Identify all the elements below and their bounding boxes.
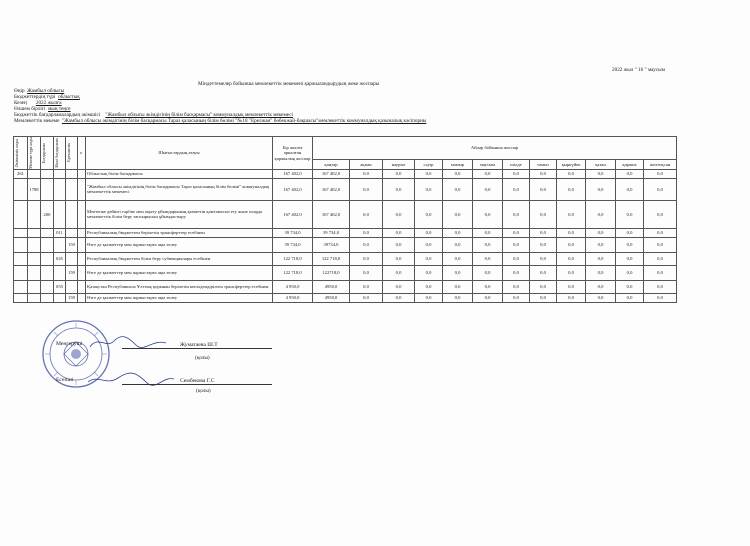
expense-name-cell: Қазақстан Республикасы Ұлттық қорынан берілетін кепілдендірілген трансферттер есебінен xyxy=(86,280,273,293)
month-value-cell: 0,0 xyxy=(557,280,586,293)
code-cell: 055 xyxy=(54,280,66,293)
expense-name-cell: Облыстық білім басқармасы xyxy=(86,169,273,178)
code-cell: 261 xyxy=(14,169,28,178)
annual-plan-cell: 4 950,0 xyxy=(273,280,313,293)
month-value-cell: 0,0 xyxy=(383,293,415,302)
month-value-cell: 0,0 xyxy=(586,265,616,280)
month-value-cell: 0,0 xyxy=(350,252,383,265)
month-value-cell: 0,0 xyxy=(443,228,473,237)
month-value-cell: 0,0 xyxy=(616,178,644,200)
col-institution-type: Мекеме түрі коды xyxy=(28,137,41,170)
month-value-cell: 0,0 xyxy=(530,178,557,200)
code-cell xyxy=(41,265,54,280)
month-value-cell: 0,0 xyxy=(383,265,415,280)
expense-name-cell: Республикалық бюджеттен берілетін трансферттер есебінен xyxy=(86,228,273,237)
code-cell xyxy=(14,178,28,200)
month-value-cell: 122718,0 xyxy=(313,265,350,280)
expense-name-cell: Өзге де қызметтер мен жұмыстарға ақы төлеу xyxy=(86,237,273,252)
month-value-cell: 0,0 xyxy=(503,169,530,178)
col-program: Бағдарлама xyxy=(41,137,54,170)
month-header: қараша xyxy=(616,159,644,169)
month-value-cell: 0,0 xyxy=(616,237,644,252)
code-cell xyxy=(28,200,41,228)
code-cell xyxy=(54,293,66,302)
annual-plan-cell: 122 718,0 xyxy=(273,265,313,280)
expense-name-cell: Мектепке дейінгі тәрбие мен оқыту ұйымдарының қызметін қамтамасыз ету және оларда мемлекеттік білім беру тапсырысын ұйымдастыру xyxy=(86,200,273,228)
expense-name-cell: "Жамбыл облысы әкімдігінің білім басқармасы Тараз қаласының білім бөлімі" коммуналдық мемлекеттік мекемесі xyxy=(86,178,273,200)
signature-role-accountant: Есепші xyxy=(56,377,74,383)
month-value-cell: 167 402,0 xyxy=(313,169,350,178)
meta-block xyxy=(14,88,426,124)
code-cell: 1788 xyxy=(28,178,41,200)
code-cell xyxy=(41,169,54,178)
annual-plan-cell: 167 402,0 xyxy=(273,169,313,178)
month-value-cell: 0,0 xyxy=(586,237,616,252)
month-value-cell: 0,0 xyxy=(557,293,586,302)
table-row xyxy=(14,237,677,252)
financing-plan-table xyxy=(13,136,677,303)
month-header: шілде xyxy=(503,159,530,169)
p-cell xyxy=(78,228,86,237)
month-value-cell: 0,0 xyxy=(383,252,415,265)
annual-plan-cell: 167 402,0 xyxy=(273,200,313,228)
code-cell xyxy=(66,252,78,265)
meta-administrator: Бюджеттік бағдарламалардың әкімшісі "Жамбыл облысы әкімдігінің білім басқармасы" коммуналдық мемлекеттік мекемесі xyxy=(14,112,293,118)
month-value-cell: 0,0 xyxy=(644,237,677,252)
month-value-cell: 0,0 xyxy=(350,265,383,280)
month-value-cell: 0,0 xyxy=(415,178,443,200)
p-cell xyxy=(78,252,86,265)
code-cell xyxy=(66,200,78,228)
code-cell xyxy=(14,200,28,228)
code-cell: 011 xyxy=(54,228,66,237)
month-header: тамыз xyxy=(530,159,557,169)
month-value-cell: 0,0 xyxy=(443,265,473,280)
month-value-cell: 0,0 xyxy=(530,237,557,252)
month-value-cell: 0,0 xyxy=(350,178,383,200)
month-value-cell: 167 402,0 xyxy=(313,178,350,200)
signature-accountant xyxy=(86,370,176,388)
month-header: қыркүйек xyxy=(557,159,586,169)
annual-plan-cell: 39 734,0 xyxy=(273,237,313,252)
month-value-cell: 0,0 xyxy=(503,265,530,280)
month-header: желтоқсан xyxy=(644,159,677,169)
p-cell xyxy=(78,169,86,178)
code-cell xyxy=(41,178,54,200)
month-value-cell: 0,0 xyxy=(473,280,503,293)
code-cell: 159 xyxy=(66,293,78,302)
month-value-cell: 0,0 xyxy=(350,237,383,252)
code-cell xyxy=(14,237,28,252)
month-value-cell: 0,0 xyxy=(350,200,383,228)
month-value-cell: 39734,0 xyxy=(313,237,350,252)
month-value-cell: 0,0 xyxy=(415,265,443,280)
month-value-cell: 0,0 xyxy=(415,228,443,237)
month-value-cell: 0,0 xyxy=(473,178,503,200)
expense-name-cell: Өзге де қызметтер мен жұмыстарға ақы төлеу xyxy=(86,293,273,302)
month-value-cell: 0,0 xyxy=(350,280,383,293)
month-value-cell: 0,0 xyxy=(443,252,473,265)
col-specific: Ерекшелік xyxy=(66,137,78,170)
month-value-cell: 0,0 xyxy=(616,265,644,280)
col-expense-name: Шығыстардың атауы xyxy=(86,137,273,170)
code-cell xyxy=(41,293,54,302)
code-cell xyxy=(28,252,41,265)
month-value-cell: 0,0 xyxy=(557,200,586,228)
month-value-cell: 0,0 xyxy=(383,178,415,200)
month-value-cell: 0,0 xyxy=(473,228,503,237)
month-value-cell: 0,0 xyxy=(616,293,644,302)
month-value-cell: 0,0 xyxy=(443,237,473,252)
month-value-cell: 0,0 xyxy=(415,252,443,265)
month-value-cell: 0,0 xyxy=(473,293,503,302)
month-value-cell: 0,0 xyxy=(415,237,443,252)
month-value-cell: 0,0 xyxy=(443,178,473,200)
month-value-cell: 0,0 xyxy=(503,178,530,200)
code-cell xyxy=(41,280,54,293)
meta-period: Кезең 2022 жылға xyxy=(14,100,62,106)
month-value-cell: 0,0 xyxy=(503,200,530,228)
month-value-cell: 0,0 xyxy=(415,280,443,293)
signature-caption-accountant: (қолы) xyxy=(196,388,211,394)
code-cell xyxy=(28,237,41,252)
table-row xyxy=(14,178,677,200)
code-cell xyxy=(54,169,66,178)
table-row xyxy=(14,169,677,178)
code-cell xyxy=(54,200,66,228)
month-value-cell: 0,0 xyxy=(644,169,677,178)
month-value-cell: 0,0 xyxy=(443,200,473,228)
month-value-cell: 0,0 xyxy=(616,228,644,237)
month-header: мамыр xyxy=(443,159,473,169)
signature-name-accountant: Сембекова Г.С xyxy=(180,378,215,384)
month-value-cell: 4950,0 xyxy=(313,280,350,293)
code-cell xyxy=(14,228,28,237)
annual-plan-cell: 4 950,0 xyxy=(273,293,313,302)
month-value-cell: 0,0 xyxy=(530,228,557,237)
month-value-cell: 0,0 xyxy=(586,252,616,265)
month-header: ақпан xyxy=(350,159,383,169)
month-value-cell: 0,0 xyxy=(473,252,503,265)
code-cell xyxy=(66,280,78,293)
month-value-cell: 0,0 xyxy=(443,280,473,293)
code-cell xyxy=(41,252,54,265)
col-annual-plan: Бір жылға арналған қаржылық жоспар xyxy=(273,137,313,170)
month-value-cell: 0,0 xyxy=(557,237,586,252)
signature-line-head xyxy=(122,348,272,349)
month-value-cell: 0,0 xyxy=(644,200,677,228)
code-cell xyxy=(28,280,41,293)
document-date: 2022 жыл " 16 " маусым xyxy=(612,67,665,73)
month-value-cell: 0,0 xyxy=(557,265,586,280)
signature-line-accountant xyxy=(122,384,272,385)
month-value-cell: 0,0 xyxy=(586,293,616,302)
code-cell xyxy=(66,228,78,237)
month-value-cell: 0,0 xyxy=(644,293,677,302)
month-value-cell: 0,0 xyxy=(557,252,586,265)
expense-name-cell: Республикалық бюджеттен білім беру субвенциялары есебінен xyxy=(86,252,273,265)
month-value-cell: 0,0 xyxy=(473,265,503,280)
month-value-cell: 0,0 xyxy=(383,200,415,228)
meta-budget-type: Бюджеттердің түрі облыстық xyxy=(14,94,80,100)
month-value-cell: 0,0 xyxy=(503,228,530,237)
code-cell xyxy=(41,228,54,237)
annual-plan-cell: 122 718,0 xyxy=(273,252,313,265)
month-value-cell: 0,0 xyxy=(415,293,443,302)
month-value-cell: 0,0 xyxy=(644,228,677,237)
month-value-cell: 122 718,0 xyxy=(313,252,350,265)
code-cell xyxy=(54,178,66,200)
p-cell xyxy=(78,293,86,302)
meta-region: Өңір Жамбыл облысы xyxy=(14,88,65,94)
code-cell xyxy=(28,265,41,280)
code-cell: 159 xyxy=(66,265,78,280)
col-subprogram: Кіші бағдарлама xyxy=(54,137,66,170)
meta-institution: Мемлекеттік мекеме "Жамбыл облысы әкімдігінің білім басқармасы Тараз қаласының білім бөлімі "№18 "Ерелжан" бөбекжай-бақшасы"мемлекеттік коммуналдық қазыналық кәсіпорны xyxy=(14,118,427,124)
month-value-cell: 0,0 xyxy=(443,293,473,302)
expense-name-cell: Өзге де қызметтер мен жұмыстарға ақы төлеу xyxy=(86,265,273,280)
code-cell xyxy=(28,293,41,302)
code-cell xyxy=(28,169,41,178)
code-cell xyxy=(28,228,41,237)
month-value-cell: 39 734,0 xyxy=(313,228,350,237)
code-cell xyxy=(54,237,66,252)
month-value-cell: 0,0 xyxy=(530,293,557,302)
table-row xyxy=(14,200,677,228)
month-value-cell: 0,0 xyxy=(530,280,557,293)
month-header: сәуір xyxy=(415,159,443,169)
month-value-cell: 0,0 xyxy=(530,200,557,228)
document-title: Міндеттемелер бойынша мемлекеттік мекемені қаржыландырудың жеке жоспары xyxy=(198,81,380,87)
code-cell xyxy=(14,252,28,265)
month-value-cell: 0,0 xyxy=(616,169,644,178)
month-value-cell: 0,0 xyxy=(557,178,586,200)
table-row xyxy=(14,252,677,265)
month-value-cell: 0,0 xyxy=(530,265,557,280)
month-value-cell: 0,0 xyxy=(644,265,677,280)
month-value-cell: 0,0 xyxy=(443,169,473,178)
month-value-cell: 0,0 xyxy=(473,237,503,252)
month-value-cell: 0,0 xyxy=(350,228,383,237)
month-value-cell: 0,0 xyxy=(415,200,443,228)
month-value-cell: 4950,0 xyxy=(313,293,350,302)
month-value-cell: 0,0 xyxy=(586,200,616,228)
month-value-cell: 0,0 xyxy=(644,252,677,265)
month-value-cell: 0,0 xyxy=(350,169,383,178)
code-cell: 200 xyxy=(41,200,54,228)
meta-unit: Өлшем бірлігі мың теңге xyxy=(14,106,71,112)
code-cell xyxy=(66,169,78,178)
code-cell xyxy=(14,280,28,293)
annual-plan-cell: 39 734,0 xyxy=(273,228,313,237)
code-cell xyxy=(41,237,54,252)
code-cell: 045 xyxy=(54,252,66,265)
month-value-cell: 0,0 xyxy=(383,228,415,237)
month-value-cell: 0,0 xyxy=(616,280,644,293)
month-value-cell: 0,0 xyxy=(616,200,644,228)
table-row xyxy=(14,265,677,280)
month-value-cell: 0,0 xyxy=(473,169,503,178)
p-cell xyxy=(78,200,86,228)
table-row xyxy=(14,293,677,302)
month-value-cell: 0,0 xyxy=(586,228,616,237)
month-header: қаңтар xyxy=(313,159,350,169)
code-cell: 159 xyxy=(66,237,78,252)
month-value-cell: 0,0 xyxy=(530,169,557,178)
signature-name-head: Жуматаева Ш.Т xyxy=(180,342,218,348)
month-header: наурыз xyxy=(383,159,415,169)
month-value-cell: 0,0 xyxy=(586,169,616,178)
month-value-cell: 0,0 xyxy=(415,169,443,178)
code-cell xyxy=(54,265,66,280)
col-admin-code: Әкімшілік коды xyxy=(14,137,28,170)
month-value-cell: 0,0 xyxy=(383,237,415,252)
month-value-cell: 0,0 xyxy=(557,228,586,237)
month-value-cell: 0,0 xyxy=(503,280,530,293)
month-value-cell: 0,0 xyxy=(644,178,677,200)
col-monthly-plan: Айлар бойынша жоспар xyxy=(313,137,677,160)
p-cell xyxy=(78,265,86,280)
month-value-cell: 0,0 xyxy=(503,293,530,302)
month-header: маусым xyxy=(473,159,503,169)
signature-role-head: Меңгеруші xyxy=(56,341,83,347)
month-value-cell: 0,0 xyxy=(383,280,415,293)
month-value-cell: 0,0 xyxy=(586,178,616,200)
month-value-cell: 0,0 xyxy=(530,252,557,265)
table-row xyxy=(14,280,677,293)
p-cell xyxy=(78,178,86,200)
month-value-cell: 0,0 xyxy=(383,169,415,178)
month-value-cell: 0,0 xyxy=(473,200,503,228)
code-cell xyxy=(14,265,28,280)
table-row xyxy=(14,228,677,237)
month-value-cell: 0,0 xyxy=(503,237,530,252)
code-cell xyxy=(14,293,28,302)
month-value-cell: 0,0 xyxy=(503,252,530,265)
p-cell xyxy=(78,237,86,252)
month-value-cell: 0,0 xyxy=(350,293,383,302)
signature-caption-head: (қолы) xyxy=(195,355,210,361)
col-p: п xyxy=(78,137,86,170)
code-cell xyxy=(66,178,78,200)
month-header: қазан xyxy=(586,159,616,169)
month-value-cell: 0,0 xyxy=(616,252,644,265)
annual-plan-cell: 167 402,0 xyxy=(273,178,313,200)
month-value-cell: 0,0 xyxy=(644,280,677,293)
month-value-cell: 0,0 xyxy=(586,280,616,293)
month-value-cell: 0,0 xyxy=(557,169,586,178)
p-cell xyxy=(78,280,86,293)
month-value-cell: 167 402,0 xyxy=(313,200,350,228)
